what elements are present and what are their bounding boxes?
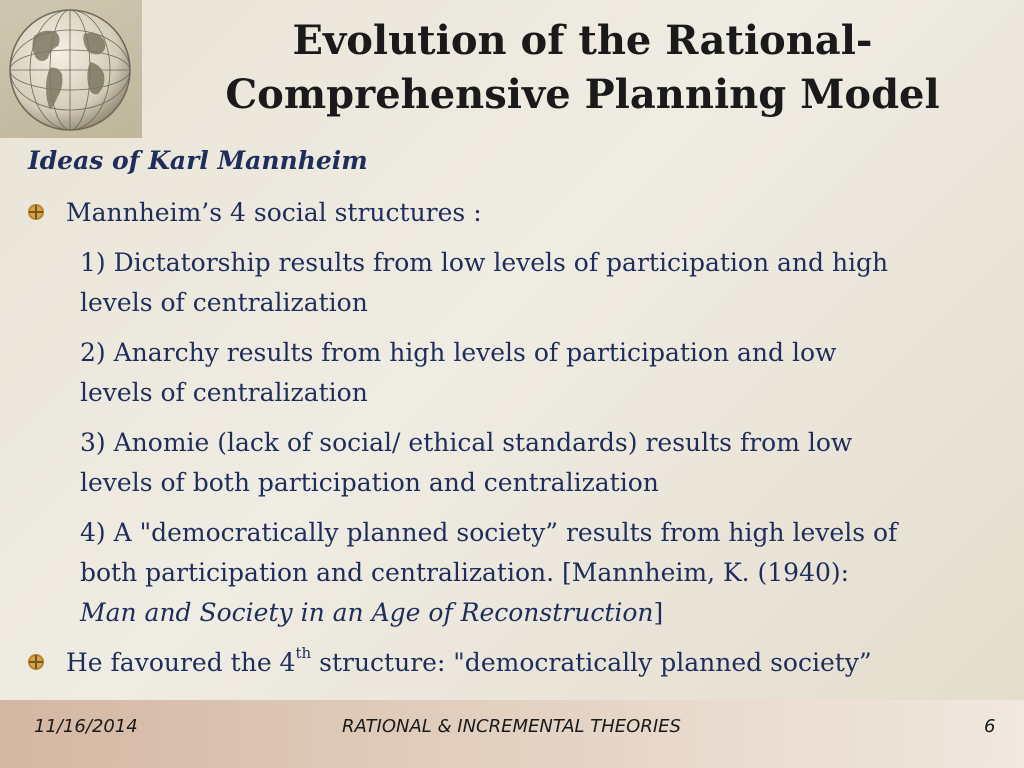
- footer: [0, 700, 1024, 768]
- section-subtitle: Ideas of Karl Mannheim: [28, 146, 368, 175]
- item-line: both participation and centralization. [Mannheim, K. (1940):: [80, 558, 850, 587]
- item-line: 1) Dictatorship results from low levels of participation and high: [80, 248, 889, 277]
- list-item: [80, 243, 1024, 323]
- globe-image: [0, 0, 142, 138]
- item-line: 3) Anomie (lack of social/ ethical standards) results from low: [80, 428, 853, 457]
- list-item: [80, 333, 1024, 413]
- bullet-icon: [28, 654, 44, 670]
- ordinal-suffix: th: [295, 644, 312, 662]
- footer-date: 11/16/2014: [34, 716, 138, 737]
- page-title: [150, 14, 1015, 122]
- item-line: 2) Anarchy results from high levels of participation and low: [80, 338, 837, 367]
- bullet-text-pre: He favoured the 4: [66, 648, 296, 677]
- bullet-text: Mannheim’s 4 social structures :: [66, 198, 482, 227]
- list-item: [80, 513, 1024, 633]
- bullet-text-post: structure: "democratically planned society”: [311, 648, 872, 677]
- bullet-social-structures: [66, 193, 482, 233]
- item-line: levels of centralization: [80, 288, 368, 317]
- citation-end: ]: [653, 598, 664, 627]
- footer-title: RATIONAL & INCREMENTAL THEORIES: [342, 716, 681, 737]
- book-title: Man and Society in an Age of Reconstruction: [80, 598, 654, 627]
- bullet-icon: [28, 204, 44, 220]
- bullet-favoured-structure: [66, 643, 872, 683]
- list-item: [80, 423, 1024, 503]
- item-line: levels of centralization: [80, 378, 368, 407]
- title-line-1: Evolution of the Rational-: [292, 17, 873, 64]
- globe-icon: [6, 6, 134, 134]
- title-line-2: Comprehensive Planning Model: [225, 71, 940, 118]
- item-line: 4) A "democratically planned society” results from high levels of: [80, 518, 898, 547]
- item-line: [80, 593, 1024, 633]
- item-line: levels of both participation and centralization: [80, 468, 659, 497]
- page-number: 6: [984, 716, 996, 737]
